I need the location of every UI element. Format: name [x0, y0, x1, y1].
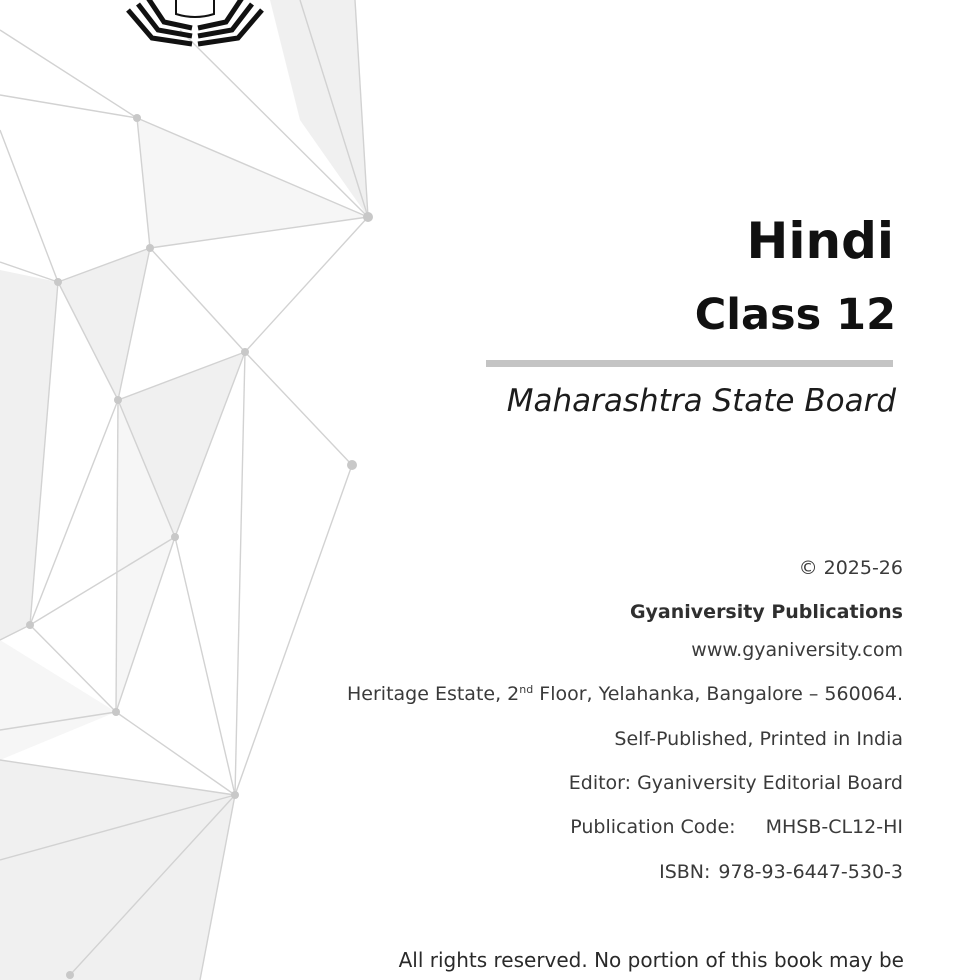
subject-title: Hindi: [746, 212, 894, 270]
rights-notice: All rights reserved. No portion of this book may be: [398, 948, 904, 972]
publication-code-value: MHSB-CL12-HI: [765, 816, 903, 838]
publisher-name: Gyaniversity Publications: [629, 601, 903, 623]
editor-credit: Editor: Gyaniversity Editorial Board: [568, 772, 903, 794]
publication-code-label: Publication Code:: [570, 816, 736, 838]
address-part-1: Heritage Estate, 2: [347, 683, 520, 705]
copyright-year: © 2025-26: [798, 557, 903, 579]
isbn-label: ISBN:: [659, 861, 711, 883]
address-part-2: Floor, Yelahanka, Bangalore – 560064.: [533, 683, 903, 705]
isbn-value: 978-93-6447-530-3: [718, 861, 903, 883]
open-book-logo-icon: [120, 0, 270, 50]
geometric-background: [0, 0, 400, 980]
publication-code: [570, 816, 903, 838]
isbn: [659, 861, 903, 883]
publisher-website: www.gyaniversity.com: [691, 639, 903, 661]
printing-note: Self-Published, Printed in India: [614, 728, 903, 750]
publisher-address: [347, 683, 903, 705]
address-ordinal: nd: [519, 683, 534, 696]
board-name: Maharashtra State Board: [506, 383, 896, 419]
title-divider: [486, 360, 893, 367]
class-title: Class 12: [694, 290, 896, 340]
